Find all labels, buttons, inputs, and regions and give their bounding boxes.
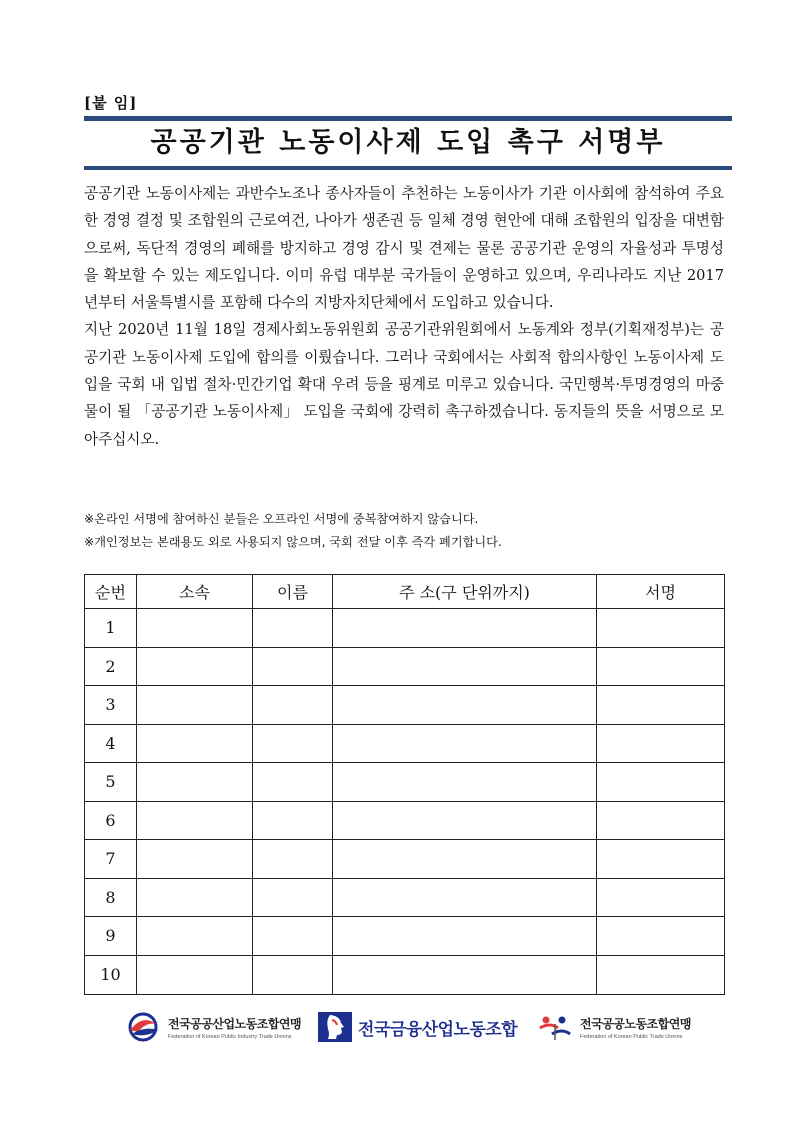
name-cell[interactable] [253,840,333,879]
address-cell[interactable] [333,686,597,725]
table-row [85,686,725,725]
row-number: 1 [85,609,137,648]
name-cell[interactable] [253,763,333,802]
notice-online-duplicate: ※온라인 서명에 참여하신 분들은 오프라인 서명에 중복참여하지 않습니다. [84,512,479,526]
logo-kpiu [124,1004,301,1050]
attachment-label: [붙 임] [84,94,138,112]
row-number: 7 [85,840,137,879]
address-cell[interactable] [333,840,597,879]
table-header-row [85,575,725,609]
signature-cell[interactable] [597,801,725,840]
signature-cell[interactable] [597,686,725,725]
header-number: 순번 [85,575,137,609]
union-logos [84,1004,724,1050]
name-cell[interactable] [253,686,333,725]
signature-cell[interactable] [597,609,725,648]
document-body [84,180,724,453]
signature-cell[interactable] [597,724,725,763]
address-cell[interactable] [333,763,597,802]
affiliation-cell[interactable] [137,647,253,686]
row-number: 8 [85,878,137,917]
signature-cell[interactable] [597,840,725,879]
signature-cell[interactable] [597,878,725,917]
notice-privacy: ※개인정보는 본래용도 외로 사용되지 않으며, 국회 전달 이후 즉각 폐기합니다. [84,535,502,549]
affiliation-cell[interactable] [137,955,253,994]
signature-table [84,574,725,995]
address-cell[interactable] [333,878,597,917]
row-number: 10 [85,955,137,994]
address-cell[interactable] [333,955,597,994]
signature-cell[interactable] [597,763,725,802]
fkptu-emblem-icon [536,1012,574,1042]
affiliation-cell[interactable] [137,917,253,956]
table-row [85,801,725,840]
signature-cell[interactable] [597,647,725,686]
affiliation-cell[interactable] [137,763,253,802]
table-row [85,917,725,956]
row-number: 6 [85,801,137,840]
name-cell[interactable] [253,609,333,648]
logo-fkptu-subtitle: Federation of Korean Public Trade Unions [580,1033,683,1040]
body-paragraph-1: 공공기관 노동이사제는 과반수노조나 종사자들이 추천하는 노동이사가 기관 이사회에 참석하여 주요한 경영 결정 및 조합원의 근로여건, 나아가 생존권 등 일체 경영 현안에 대해 조합원의 입장을 대변함으로써, 독단적 경영의 폐해를 방지하고 경영 감시 및 견제는 물론 공공기관 운영의 자율성과 투명성을 확보할 수 있는 제도입니다. 이미 유럽 대부분 국가들이 운영하고 있으며, 우리나라도 지난 2017년부터 서울특별시를 포함해 다수의 지방자치단체에서 도입하고 있습니다. [84,185,724,312]
kfiu-profile-icon [318,1012,352,1042]
row-number: 9 [85,917,137,956]
row-number: 2 [85,647,137,686]
table-row [85,724,725,763]
signature-cell[interactable] [597,955,725,994]
table-row [85,878,725,917]
row-number: 4 [85,724,137,763]
affiliation-cell[interactable] [137,609,253,648]
affiliation-cell[interactable] [137,801,253,840]
document-title: 공공기관 노동이사제 도입 촉구 서명부 [150,127,666,158]
name-cell[interactable] [253,917,333,956]
address-cell[interactable] [333,609,597,648]
name-cell[interactable] [253,801,333,840]
table-row [85,763,725,802]
body-paragraph-2: 지난 2020년 11월 18일 경제사회노동위원회 공공기관위원회에서 노동계와 정부(기획재정부)는 공공기관 노동이사제 도입에 합의를 이뤘습니다. 그러나 국회에서는 사회적 합의사항인 노동이사제 도입을 국회 내 입법 절차·민간기업 확대 우려 등을 핑계로 미루고 있습니다. 국민행복·투명경영의 마중물이 될 「공공기관 노동이사제」 도입을 국회에 강력히 촉구하겠습니다. 동지들의 뜻을 서명으로 모아주십시오. [84,321,724,448]
notice-list [84,508,724,554]
row-number: 5 [85,763,137,802]
affiliation-cell[interactable] [137,724,253,763]
name-cell[interactable] [253,724,333,763]
title-bottom-rule [84,166,732,170]
logo-kpiu-name: 전국공공산업노동조합연맹 [168,1016,302,1031]
logo-fkptu [536,1004,691,1050]
row-number: 3 [85,686,137,725]
header-name: 이름 [253,575,333,609]
header-signature: 서명 [597,575,725,609]
logo-kpiu-subtitle: Federation of Korean Public Industry Trade Unions [168,1033,292,1040]
name-cell[interactable] [253,955,333,994]
address-cell[interactable] [333,917,597,956]
header-address: 주 소(구 단위까지) [333,575,597,609]
table-row [85,955,725,994]
signature-cell[interactable] [597,917,725,956]
affiliation-cell[interactable] [137,840,253,879]
header-affiliation: 소속 [137,575,253,609]
table-row [85,647,725,686]
name-cell[interactable] [253,647,333,686]
table-row [85,609,725,648]
affiliation-cell[interactable] [137,878,253,917]
address-cell[interactable] [333,724,597,763]
kpiu-emblem-icon [124,1012,162,1042]
affiliation-cell[interactable] [137,686,253,725]
logo-fkptu-name: 전국공공노동조합연맹 [580,1016,691,1031]
address-cell[interactable] [333,801,597,840]
address-cell[interactable] [333,647,597,686]
name-cell[interactable] [253,878,333,917]
table-row [85,840,725,879]
title-top-rule [84,116,732,121]
logo-kfiu-name: 전국금융산업노동조합 [358,1019,518,1040]
logo-kfiu [318,1004,517,1050]
